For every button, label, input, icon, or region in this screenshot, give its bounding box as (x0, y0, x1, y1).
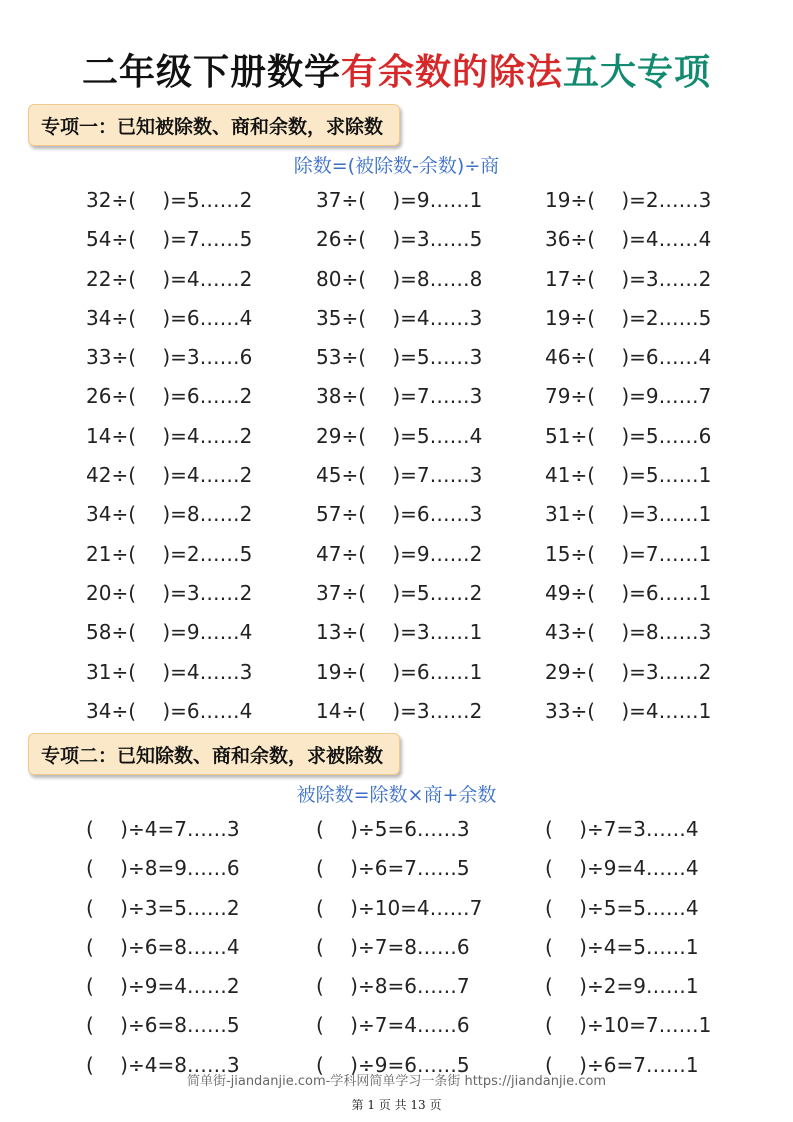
division-problem: 38÷( )=7……3 (316, 384, 483, 409)
division-problem: 57÷( )=6……3 (316, 502, 483, 527)
division-problem: ( )÷5=5……4 (545, 895, 699, 920)
problem-row (0, 459, 793, 498)
division-problem: ( )÷10=4……7 (316, 895, 483, 920)
division-problem: ( )÷9=4……4 (545, 856, 699, 881)
page-title (0, 44, 793, 95)
problem-row (0, 931, 793, 970)
division-problem: 20÷( )=3……2 (86, 580, 253, 605)
division-problem: ( )÷4=7……3 (86, 817, 240, 841)
division-problem: 32÷( )=5……2 (86, 188, 253, 212)
problem-row (0, 223, 793, 262)
division-problem: 33÷( )=4……1 (545, 698, 712, 723)
division-problem: 19÷( )=2……5 (545, 305, 712, 330)
problem-row (0, 420, 793, 459)
division-problem: ( )÷6=8……4 (86, 934, 240, 959)
division-problem: 31÷( )=3……1 (545, 502, 712, 527)
division-problem: 19÷( )=2……3 (545, 188, 712, 212)
problem-row (0, 616, 793, 655)
division-problem: ( )÷9=4……2 (86, 974, 240, 999)
division-problem: 34÷( )=6……4 (86, 305, 253, 330)
title-part-series: 五大专项 (563, 51, 712, 93)
section1-problem-grid (0, 184, 793, 734)
problem-row (0, 302, 793, 341)
division-problem: 47÷( )=9……2 (316, 541, 483, 566)
footer-watermark: 简单街-jiandanjie.com-学科网简单学习一条街 https://jiandanjie.com (186, 1074, 607, 1089)
section2-problem-grid (0, 813, 793, 1088)
division-problem: 33÷( )=3……6 (86, 345, 253, 370)
division-problem: 46÷( )=6……4 (545, 345, 712, 370)
division-problem: ( )÷8=6……7 (316, 974, 470, 999)
division-problem: 26÷( )=3……5 (316, 227, 483, 252)
division-problem: 53÷( )=5……3 (316, 345, 483, 370)
division-problem: 29÷( )=5……4 (316, 423, 483, 448)
division-problem: 35÷( )=4……3 (316, 305, 483, 330)
division-problem: ( )÷3=5……2 (86, 895, 240, 920)
division-problem: ( )÷7=8……6 (316, 934, 470, 959)
problem-row (0, 184, 793, 223)
division-problem: 13÷( )=3……1 (316, 620, 483, 645)
division-problem: 29÷( )=3……2 (545, 659, 712, 684)
division-problem: 49÷( )=6……1 (545, 580, 712, 605)
division-problem: ( )÷5=6……3 (316, 817, 470, 841)
problem-row (0, 656, 793, 695)
division-problem: ( )÷4=8……3 (86, 1052, 240, 1077)
division-problem: 34÷( )=6……4 (86, 698, 253, 723)
division-problem: 37÷( )=5……2 (316, 580, 483, 605)
problem-row (0, 380, 793, 419)
section1-heading: 专项一：已知被除数、商和余数，求除数 (28, 104, 400, 146)
problem-row (0, 538, 793, 577)
problem-row (0, 577, 793, 616)
problem-row (0, 892, 793, 931)
division-problem: 37÷( )=9……1 (316, 188, 483, 212)
title-part-grade: 二年级下册数学 (81, 51, 341, 93)
division-problem: 41÷( )=5……1 (545, 463, 712, 488)
section2-heading: 专项二：已知除数、商和余数，求被除数 (28, 733, 400, 775)
division-problem: 79÷( )=9……7 (545, 384, 712, 409)
division-problem: 54÷( )=7……5 (86, 227, 253, 252)
division-problem: 34÷( )=8……2 (86, 502, 253, 527)
division-problem: ( )÷7=3……4 (545, 817, 699, 841)
division-problem: 26÷( )=6……2 (86, 384, 253, 409)
division-problem: 21÷( )=2……5 (86, 541, 253, 566)
problem-row (0, 263, 793, 302)
problem-row (0, 852, 793, 891)
division-problem: ( )÷6=8……5 (86, 1013, 240, 1038)
problem-row (0, 695, 793, 734)
problem-row (0, 970, 793, 1009)
division-problem: ( )÷4=5……1 (545, 934, 699, 959)
division-problem: 42÷( )=4……2 (86, 463, 253, 488)
division-problem: ( )÷8=9……6 (86, 856, 240, 881)
problem-row (0, 341, 793, 380)
division-problem: 58÷( )=9……4 (86, 620, 253, 645)
problem-row (0, 1009, 793, 1048)
division-problem: 80÷( )=8……8 (316, 266, 483, 291)
division-problem: 17÷( )=3……2 (545, 266, 712, 291)
division-problem: ( )÷6=7……1 (545, 1052, 699, 1077)
division-problem: ( )÷10=7……1 (545, 1013, 712, 1038)
division-problem: 36÷( )=4……4 (545, 227, 712, 252)
section2-formula: 被除数=除数×商+余数 (296, 784, 497, 806)
division-problem: 45÷( )=7……3 (316, 463, 483, 488)
page-number: 第 1 页 共 13 页 (351, 1098, 442, 1112)
problem-row (0, 813, 793, 852)
division-problem: 51÷( )=5……6 (545, 423, 712, 448)
division-problem: ( )÷9=6……5 (316, 1052, 470, 1077)
division-problem: 14÷( )=3……2 (316, 698, 483, 723)
division-problem: ( )÷7=4……6 (316, 1013, 470, 1038)
division-problem: 19÷( )=6……1 (316, 659, 483, 684)
division-problem: 31÷( )=4……3 (86, 659, 253, 684)
division-problem: 14÷( )=4……2 (86, 423, 253, 448)
division-problem: ( )÷2=9……1 (545, 974, 699, 999)
problem-row (0, 498, 793, 537)
division-problem: 15÷( )=7……1 (545, 541, 712, 566)
division-problem: 22÷( )=4……2 (86, 266, 253, 291)
division-problem: ( )÷6=7……5 (316, 856, 470, 881)
division-problem: 43÷( )=8……3 (545, 620, 712, 645)
section1-formula: 除数=(被除数-余数)÷商 (293, 155, 500, 177)
title-part-topic: 有余数的除法 (340, 51, 563, 93)
